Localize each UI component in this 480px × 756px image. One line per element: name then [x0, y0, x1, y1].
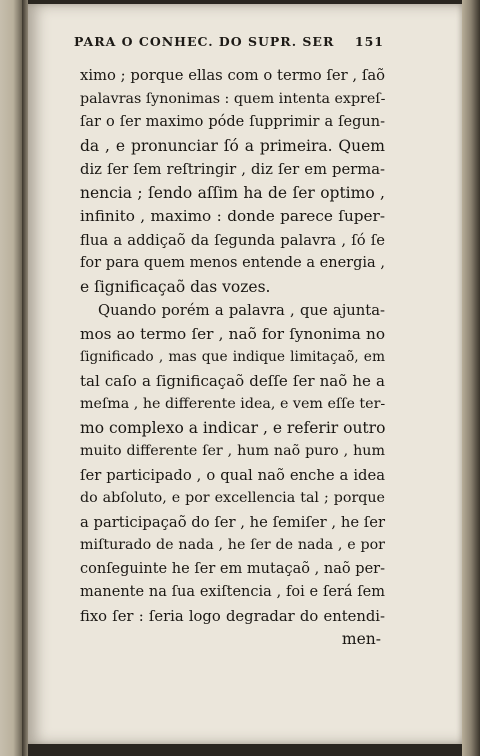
- text-line: mo complexo a indicar , e referir outro: [80, 418, 386, 437]
- text-line: meſma , he differente idea, e vem eſſe ter-: [80, 396, 386, 412]
- text-line: conſeguinte he ſer em mutaçaõ , naõ per-: [80, 560, 385, 577]
- text-line: ximo ; porque ellas com o termo ſer , ſaõ: [80, 67, 385, 84]
- text-line: infinito , maximo : donde parece ſuper-: [80, 207, 385, 225]
- text-line: manente na ſua exiſtencia , foi e ſerá ſem: [80, 584, 385, 600]
- text-line: miſturado de nada , he ſer de nada , e por: [80, 537, 385, 553]
- text-line: tal caſo a ſignificaçaõ deſſe ſer naõ he a: [80, 371, 385, 390]
- text-line: a participaçaõ do ſer , he ſemiſer , he ſer: [80, 513, 385, 531]
- text-line: ſer participado , o qual naõ enche a idea: [80, 466, 385, 484]
- text-line: mos ao termo ſer , naõ for ſynonima no: [80, 324, 385, 343]
- text-line: muito differente ſer , hum naõ puro , hum: [80, 443, 385, 459]
- catchword: men-: [341, 630, 381, 648]
- text-line: for para quem menos entende a energia ,: [80, 255, 385, 271]
- running-head-title: PARA O CONHEC. DO SUPR. SER: [74, 34, 335, 49]
- text-line: flua a addiçaõ da ſegunda palavra , ſó ſe: [80, 231, 385, 249]
- page-number: 151: [354, 34, 384, 49]
- text-line: Quando porém a palavra , que ajunta-: [98, 302, 385, 319]
- text-line: nencia ; ſendo aſſim ha de ſer optimo ,: [80, 183, 385, 202]
- paragraph-1: [80, 64, 385, 299]
- page-edges: [462, 0, 480, 756]
- text-line: diz ſer ſem reſtringir , diz ſer em perma-: [80, 161, 385, 178]
- text-line: ſignificado , mas que indique limitaçaõ, em: [80, 349, 385, 365]
- text-line: da , e pronunciar ſó a primeira. Quem: [80, 136, 385, 155]
- facing-page-edge: [0, 0, 22, 756]
- text-line: ſar o ſer maximo póde ſupprimir a ſegun-: [80, 114, 385, 130]
- text-line: do abſoluto, e por excellencia tal ; porque: [80, 490, 385, 506]
- paragraph-2: [80, 299, 385, 628]
- text-line: palavras ſynonimas : quem intenta expreſ-: [80, 90, 386, 107]
- running-head: [74, 34, 384, 49]
- text-line: fixo ſer : ſeria logo degradar do entendi-: [80, 607, 385, 625]
- body-text: [80, 64, 385, 652]
- text-line: e ſignificaçaõ das vozes.: [80, 277, 271, 296]
